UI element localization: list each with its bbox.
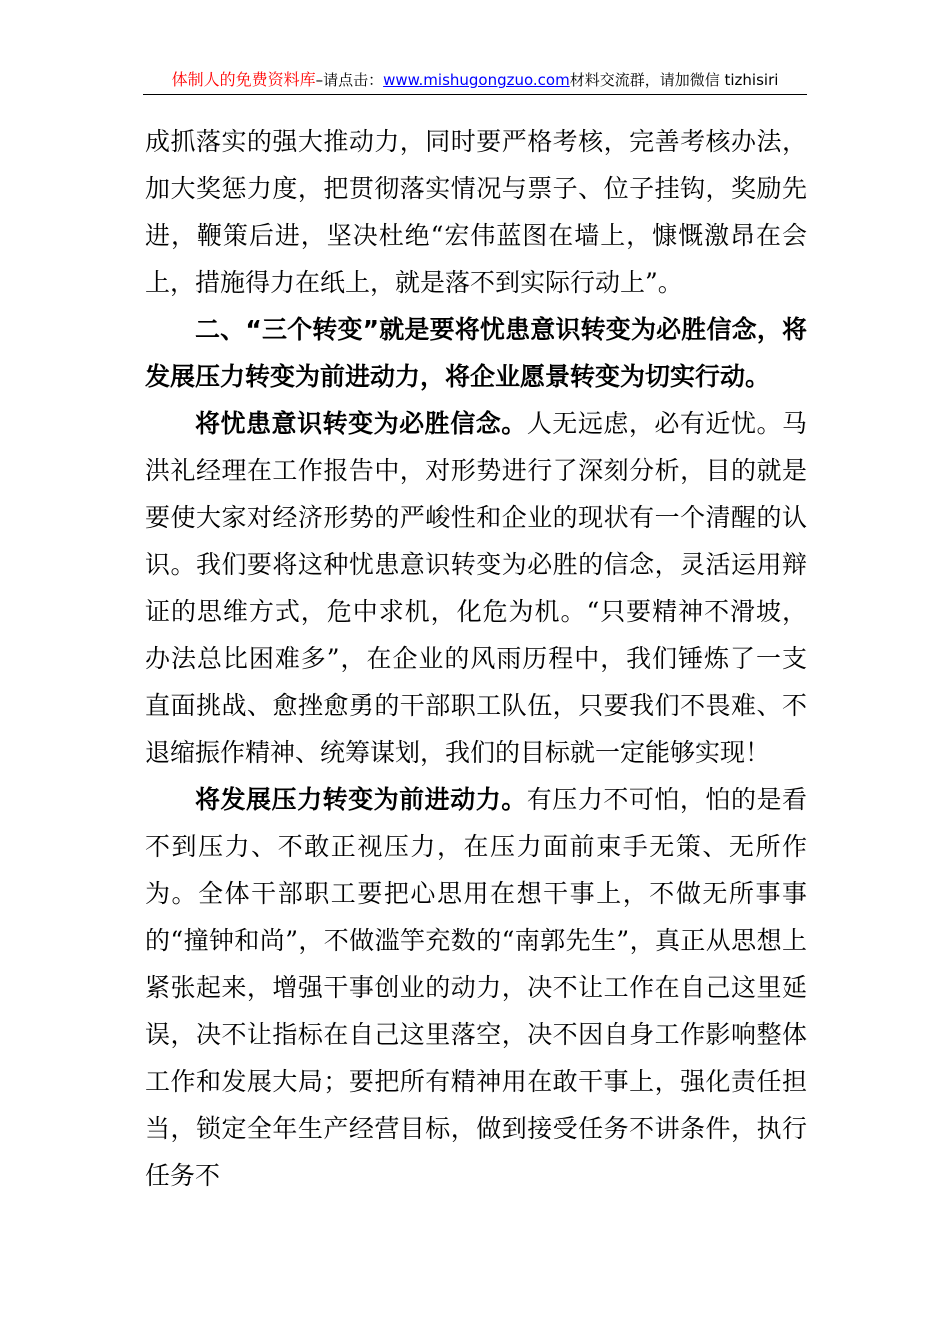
header-website-link[interactable]: www.mishugongzuo.com bbox=[383, 71, 570, 89]
paragraph-lead: 将发展压力转变为前进动力。 bbox=[195, 785, 527, 814]
header-prompt: –请点击： bbox=[315, 71, 384, 89]
paragraph-worry-to-confidence bbox=[145, 400, 807, 776]
page-header bbox=[143, 68, 807, 95]
paragraph-lead: 将忧患意识转变为必胜信念。 bbox=[195, 409, 527, 438]
paragraph-continuation: 成抓落实的强大推动力，同时要严格考核，完善考核办法，加大奖惩力度，把贯彻落实情况与票子、位子挂钩，奖励先进，鞭策后进，坚决杜绝“宏伟蓝图在墙上，慷慨激昂在会上，措施得力在纸上，就是落不到实际行动上”。 bbox=[145, 127, 807, 297]
section-heading-2: 二、“三个转变”就是要将忧患意识转变为必胜信念，将发展压力转变为前进动力，将企业愿景转变为切实行动。 bbox=[145, 315, 807, 391]
paragraph-pressure-to-motivation bbox=[145, 776, 807, 1199]
document-body bbox=[145, 118, 807, 1199]
header-wechat-note: 材料交流群，请加微信 tizhisiri bbox=[569, 71, 779, 89]
header-brand: 体制人的免费资料库 bbox=[171, 70, 316, 89]
paragraph-text: 有压力不可怕，怕的是看不到压力、不敢正视压力，在压力面前束手无策、无所作为。全体干部职工要把心思用在想干事上，不做无所事事的“撞钟和尚”，不做滥竽充数的“南郭先生”，真正从思想上紧张起来，增强干事创业的动力，决不让工作在自己这里延误，决不让指标在自己这里落空，决不因自身工作影响整体工作和发展大局；要把所有精神用在敢干事上，强化责任担当，锁定全年生产经营目标，做到接受任务不讲条件，执行任务不 bbox=[145, 785, 807, 1190]
paragraph-text: 人无远虑，必有近忧。马洪礼经理在工作报告中，对形势进行了深刻分析，目的就是要使大家对经济形势的严峻性和企业的现状有一个清醒的认识。我们要将这种忧患意识转变为必胜的信念，灵活运用辩证的思维方式，危中求机，化危为机。“只要精神不滑坡，办法总比困难多”，在企业的风雨历程中，我们锤炼了一支直面挑战、愈挫愈勇的干部职工队伍，只要我们不畏难、不退缩振作精神、统筹谋划，我们的目标就一定能够实现！ bbox=[145, 409, 807, 767]
